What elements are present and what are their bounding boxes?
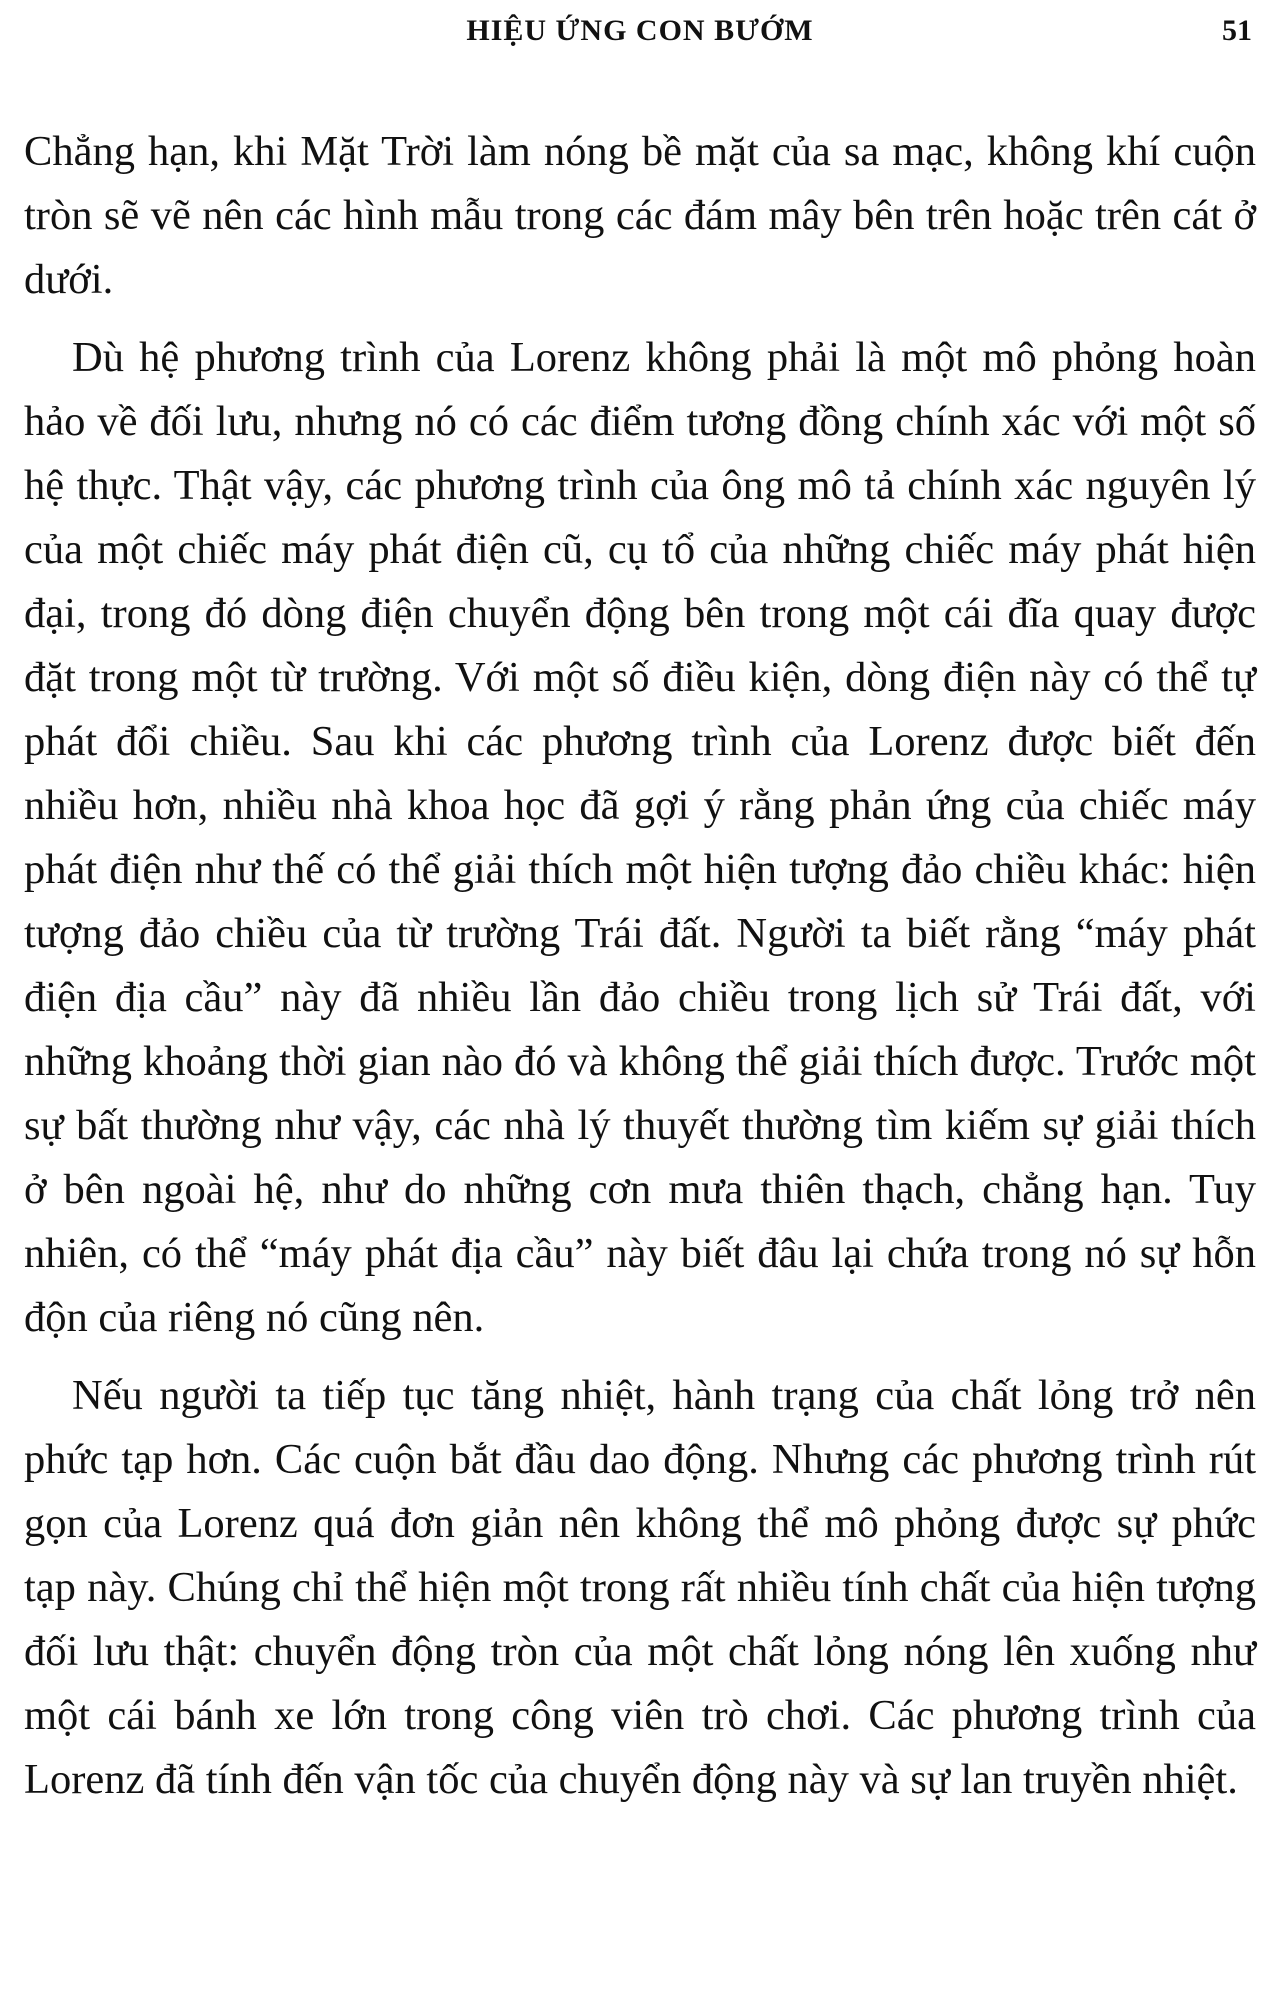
paragraph-2: Dù hệ phương trình của Lorenz không phải là một mô phỏng hoàn hảo về đối lưu, nhưng nó có các điểm tương đồng chính xác với một số hệ thực. Thật vậy, các phương trình của ông mô tả chính xác nguyên lý của một chiếc máy phát điện cũ, cụ tổ của những chiếc máy phát hiện đại, trong đó dòng điện chuyển động bên trong một cái đĩa quay được đặt trong một từ trường. Với một số điều kiện, dòng điện này có thể tự phát đổi chiều. Sau khi các phương trình của Lorenz được biết đến nhiều hơn, nhiều nhà khoa học đã gợi ý rằng phản ứng của chiếc máy phát điện như thế có thể giải thích một hiện tượng đảo chiều khác: hiện tượng đảo chiều của từ trường Trái đất. Người ta biết rằng “máy phát điện địa cầu” này đã nhiều lần đảo chiều trong lịch sử Trái đất, với những khoảng thời gian nào đó và không thể giải thích được. Trước một sự bất thường như vậy, các nhà lý thuyết thường tìm kiếm sự giải thích ở bên ngoài hệ, như do những cơn mưa thiên thạch, chẳng hạn. Tuy nhiên, có thể “máy phát địa cầu” này biết đâu lại chứa trong nó sự hỗn độn của riêng nó cũng nên. [24,334,1256,1341]
paragraph-1: Chẳng hạn, khi Mặt Trời làm nóng bề mặt của sa mạc, không khí cuộn tròn sẽ vẽ nên các hình mẫu trong các đám mây bên trên hoặc trên cát ở dưới. [24,128,1256,303]
paragraph-3: Nếu người ta tiếp tục tăng nhiệt, hành trạng của chất lỏng trở nên phức tạp hơn. Các cuộn bắt đầu dao động. Nhưng các phương trình rút gọn của Lorenz quá đơn giản nên không thể mô phỏng được sự phức tạp này. Chúng chỉ thể hiện một trong rất nhiều tính chất của hiện tượng đối lưu thật: chuyển động tròn của một chất lỏng nóng lên xuống như một cái bánh xe lớn trong công viên trò chơi. Các phương trình của Lorenz đã tính đến vận tốc của chuyển động này và sự lan truyền nhiệt. [24,1372,1256,1803]
chapter-title: HIỆU ỨNG CON BƯỚM [466,14,814,47]
page-number: 51 [1222,14,1252,47]
running-header [22,14,1258,58]
body-text [24,120,1256,1826]
